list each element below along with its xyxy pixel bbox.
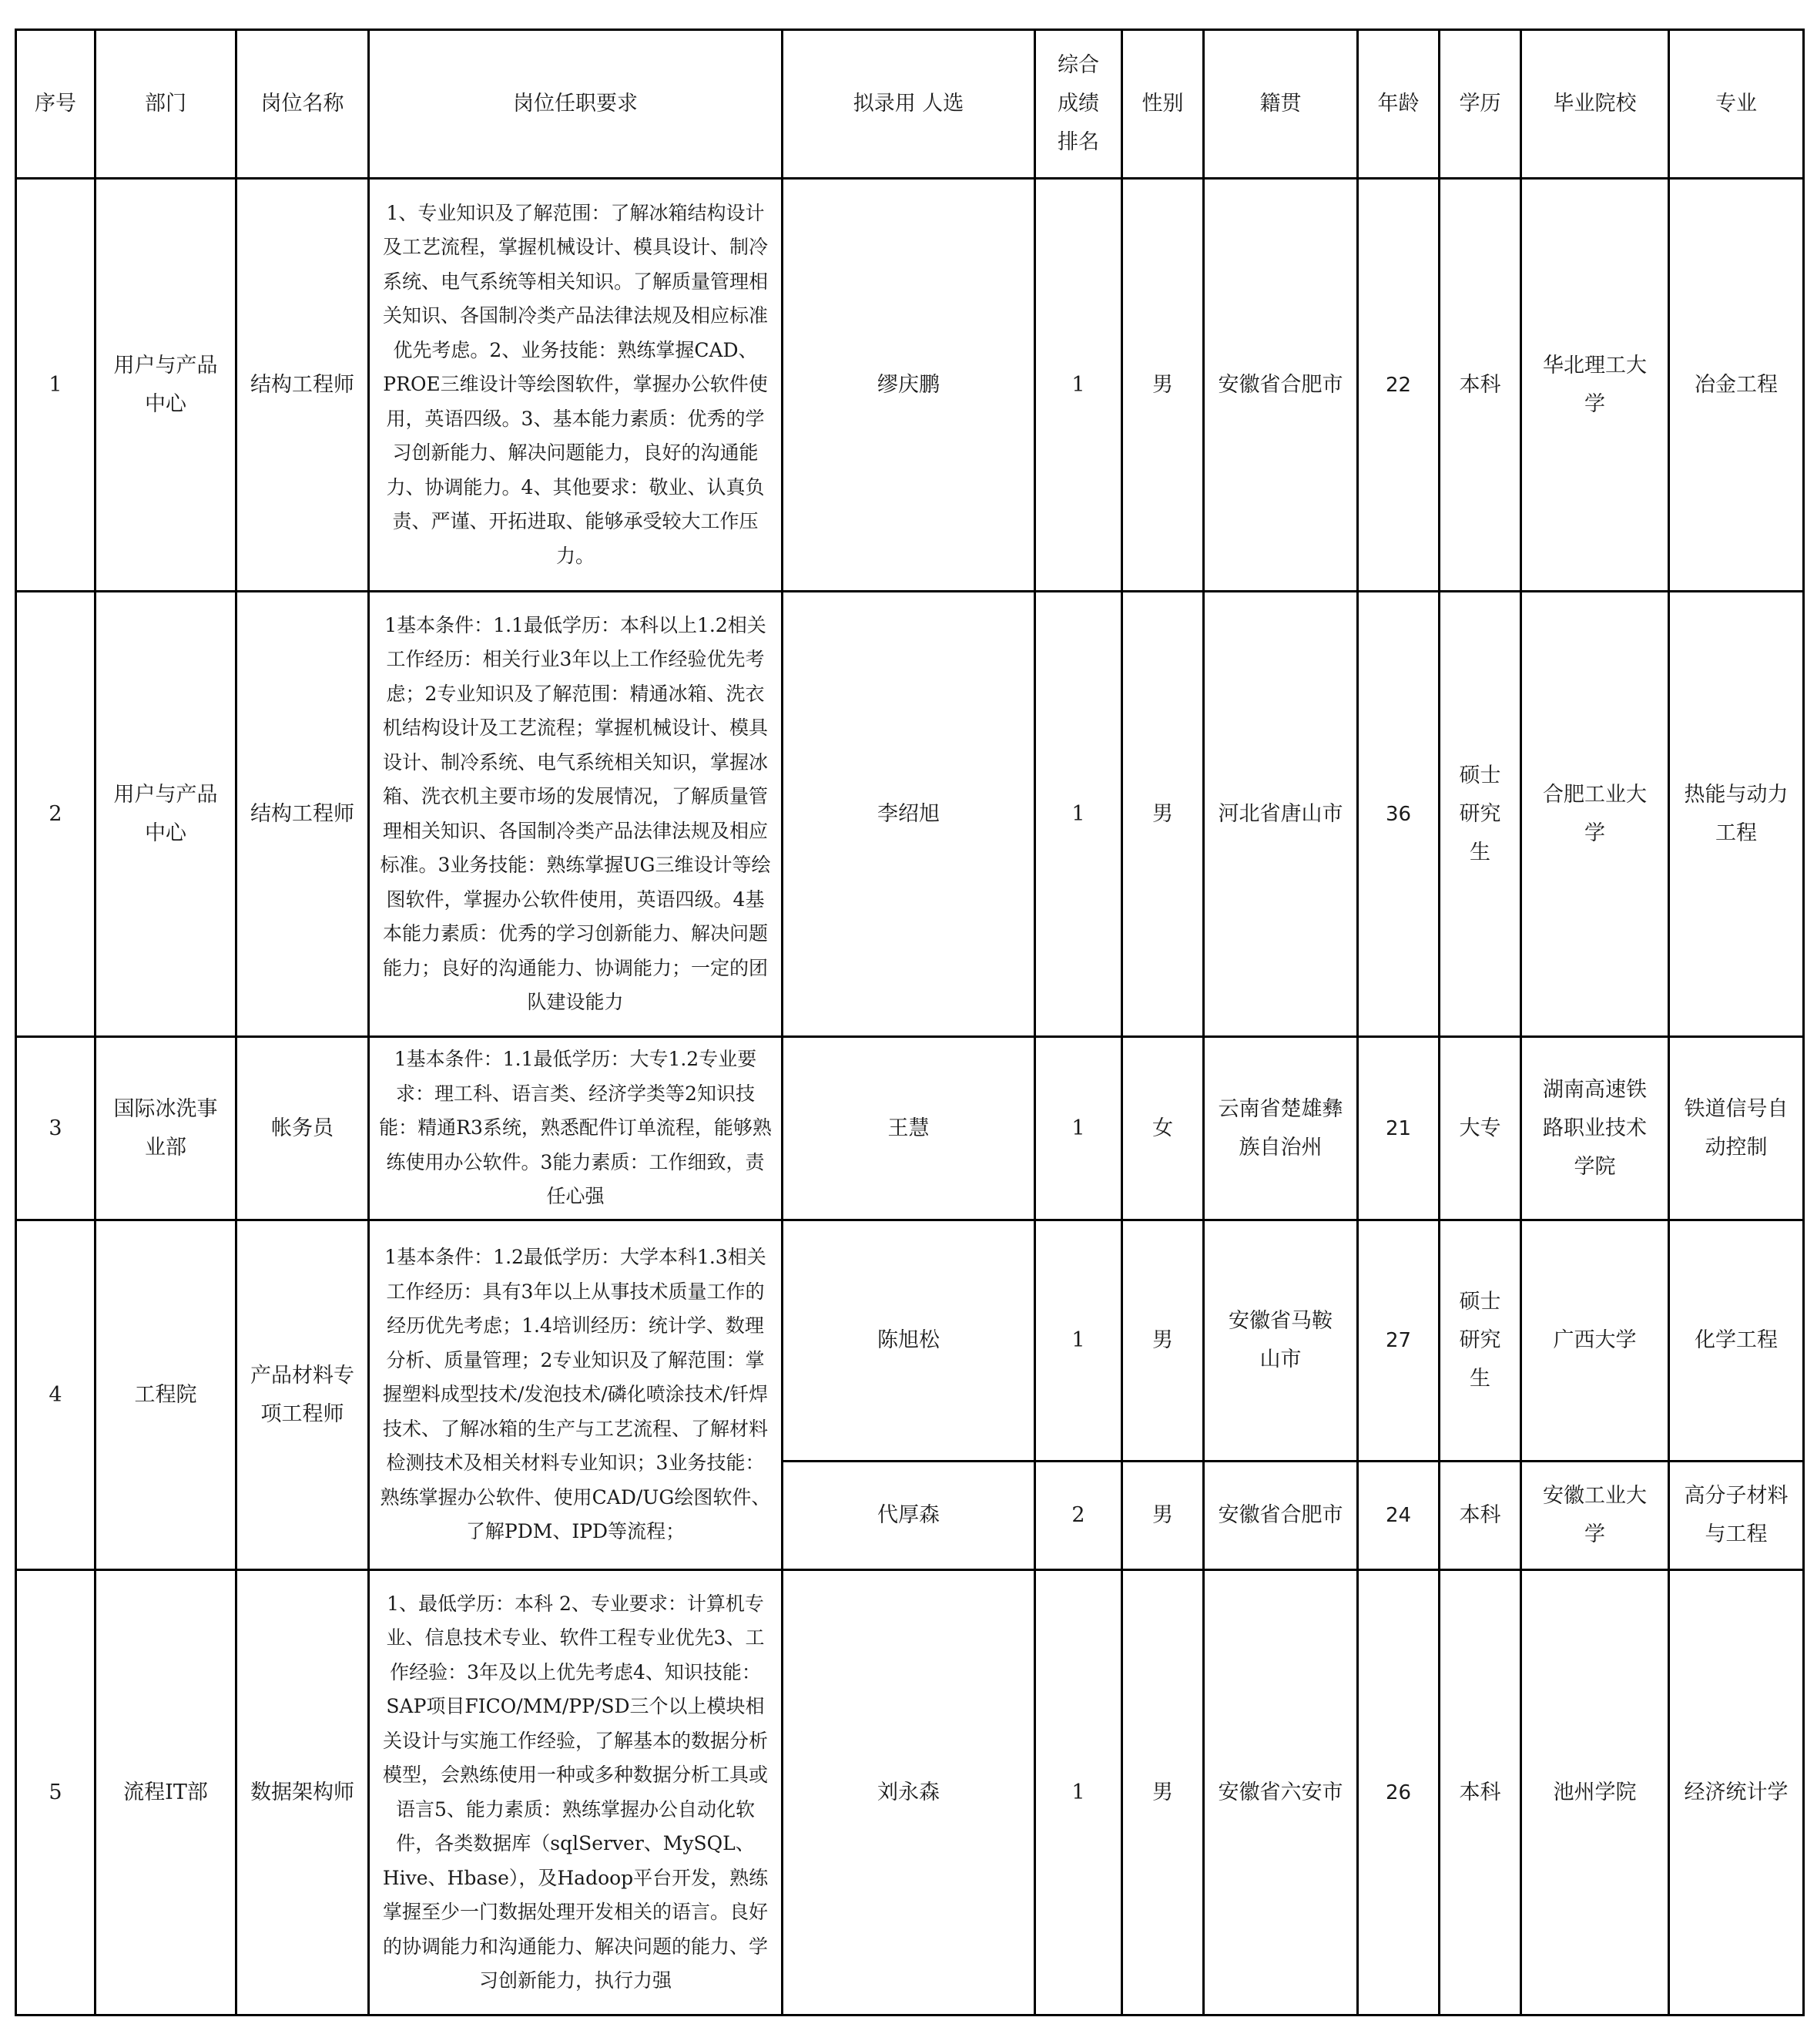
cell-hometown: 安徽省合肥市 xyxy=(1204,179,1358,592)
cell-school: 湖南高速铁路职业技术学院 xyxy=(1521,1037,1669,1220)
cell-education: 硕士研究生 xyxy=(1440,1220,1521,1462)
cell-rank: 2 xyxy=(1035,1462,1122,1570)
cell-department: 流程IT部 xyxy=(96,1570,236,2015)
cell-candidate-name: 缪庆鹏 xyxy=(783,179,1035,592)
cell-requirements: 1、最低学历：本科 2、专业要求：计算机专业、信息技术专业、软件工程专业优先3、工作经验：3年及以上优先考虑4、知识技能：SAP项目FICO/MM/PP/SD三个以上模块相关设计与实施工作经验，了解基本的数据分析模型，会熟练使用一种或多种数据分析工具或语言5、能力素质：熟练掌握办公自动化软件，各类数据库（sqlServer、MySQL、Hive、Hbase），及Hadoop平台开发，熟练掌握至少一门数据处理开发相关的语言。良好的协调能力和沟通能力、解决问题的能力、学习创新能力，执行力强 xyxy=(369,1570,783,2015)
cell-position: 结构工程师 xyxy=(236,592,369,1037)
cell-position: 产品材料专项工程师 xyxy=(236,1220,369,1570)
cell-major: 经济统计学 xyxy=(1669,1570,1804,2015)
header-rank: 综合成绩排名 xyxy=(1035,30,1122,179)
cell-hometown: 河北省唐山市 xyxy=(1204,592,1358,1037)
cell-education: 本科 xyxy=(1440,1570,1521,2015)
cell-position: 数据架构师 xyxy=(236,1570,369,2015)
cell-age: 36 xyxy=(1358,592,1440,1037)
table-row xyxy=(16,179,1804,592)
cell-education: 本科 xyxy=(1440,1462,1521,1570)
header-department: 部门 xyxy=(96,30,236,179)
cell-education: 本科 xyxy=(1440,179,1521,592)
cell-age: 27 xyxy=(1358,1220,1440,1462)
header-position: 岗位名称 xyxy=(236,30,369,179)
cell-major: 高分子材料与工程 xyxy=(1669,1462,1804,1570)
header-gender: 性别 xyxy=(1122,30,1204,179)
cell-age: 21 xyxy=(1358,1037,1440,1220)
cell-rank: 1 xyxy=(1035,179,1122,592)
cell-gender: 男 xyxy=(1122,179,1204,592)
cell-index: 1 xyxy=(16,179,96,592)
cell-candidate-name: 代厚森 xyxy=(783,1462,1035,1570)
cell-index: 3 xyxy=(16,1037,96,1220)
cell-school: 池州学院 xyxy=(1521,1570,1669,2015)
cell-major: 冶金工程 xyxy=(1669,179,1804,592)
header-school: 毕业院校 xyxy=(1521,30,1669,179)
cell-school: 合肥工业大学 xyxy=(1521,592,1669,1037)
cell-position: 帐务员 xyxy=(236,1037,369,1220)
cell-candidate-name: 王慧 xyxy=(783,1037,1035,1220)
cell-department: 用户与产品中心 xyxy=(96,179,236,592)
cell-index: 5 xyxy=(16,1570,96,2015)
cell-gender: 男 xyxy=(1122,592,1204,1037)
cell-requirements: 1基本条件：1.2最低学历：大学本科1.3相关工作经历：具有3年以上从事技术质量工作的经历优先考虑；1.4培训经历：统计学、数理分析、质量管理；2专业知识及了解范围：掌握塑料成型技术/发泡技术/磷化喷涂技术/钎焊技术、了解冰箱的生产与工艺流程、了解材料检测技术及相关材料专业知识；3业务技能：熟练掌握办公软件、使用CAD/UG绘图软件、了解PDM、IPD等流程； xyxy=(369,1220,783,1570)
cell-gender: 男 xyxy=(1122,1570,1204,2015)
header-age: 年龄 xyxy=(1358,30,1440,179)
table-row xyxy=(16,592,1804,1037)
cell-index: 4 xyxy=(16,1220,96,1570)
cell-hometown: 安徽省六安市 xyxy=(1204,1570,1358,2015)
cell-school: 华北理工大学 xyxy=(1521,179,1669,592)
cell-index: 2 xyxy=(16,592,96,1037)
cell-gender: 女 xyxy=(1122,1037,1204,1220)
cell-requirements: 1、专业知识及了解范围：了解冰箱结构设计及工艺流程，掌握机械设计、模具设计、制冷系统、电气系统等相关知识。了解质量管理相关知识、各国制冷类产品法律法规及相应标准优先考虑。2、业务技能：熟练掌握CAD、PROE三维设计等绘图软件，掌握办公软件使用，英语四级。3、基本能力素质：优秀的学习创新能力、解决问题能力，良好的沟通能力、协调能力。4、其他要求：敬业、认真负责、严谨、开拓进取、能够承受较大工作压力。 xyxy=(369,179,783,592)
cell-hometown: 安徽省合肥市 xyxy=(1204,1462,1358,1570)
header-index: 序号 xyxy=(16,30,96,179)
cell-department: 用户与产品中心 xyxy=(96,592,236,1037)
table-row xyxy=(16,1220,1804,1462)
cell-age: 24 xyxy=(1358,1462,1440,1570)
cell-major: 化学工程 xyxy=(1669,1220,1804,1462)
recruitment-table xyxy=(15,29,1805,2016)
cell-requirements: 1基本条件：1.1最低学历：本科以上1.2相关工作经历：相关行业3年以上工作经验优先考虑；2专业知识及了解范围：精通冰箱、洗衣机结构设计及工艺流程；掌握机械设计、模具设计、制冷系统、电气系统相关知识，掌握冰箱、洗衣机主要市场的发展情况，了解质量管理相关知识、各国制冷类产品法律法规及相应标准。3业务技能：熟练掌握UG三维设计等绘图软件，掌握办公软件使用，英语四级。4基本能力素质：优秀的学习创新能力、解决问题能力；良好的沟通能力、协调能力；一定的团队建设能力 xyxy=(369,592,783,1037)
cell-candidate-name: 陈旭松 xyxy=(783,1220,1035,1462)
cell-age: 26 xyxy=(1358,1570,1440,2015)
header-hometown: 籍贯 xyxy=(1204,30,1358,179)
cell-department: 工程院 xyxy=(96,1220,236,1570)
cell-education: 硕士研究生 xyxy=(1440,592,1521,1037)
header-education: 学历 xyxy=(1440,30,1521,179)
table-row xyxy=(16,1570,1804,2015)
cell-school: 安徽工业大学 xyxy=(1521,1462,1669,1570)
cell-hometown: 云南省楚雄彝族自治州 xyxy=(1204,1037,1358,1220)
cell-candidate-name: 刘永森 xyxy=(783,1570,1035,2015)
cell-gender: 男 xyxy=(1122,1220,1204,1462)
cell-hometown: 安徽省马鞍山市 xyxy=(1204,1220,1358,1462)
cell-department: 国际冰洗事业部 xyxy=(96,1037,236,1220)
cell-rank: 1 xyxy=(1035,592,1122,1037)
cell-education: 大专 xyxy=(1440,1037,1521,1220)
cell-requirements: 1基本条件：1.1最低学历：大专1.2专业要求：理工科、语言类、经济学类等2知识技能：精通R3系统，熟悉配件订单流程，能够熟练使用办公软件。3能力素质：工作细致，责任心强 xyxy=(369,1037,783,1220)
cell-major: 铁道信号自动控制 xyxy=(1669,1037,1804,1220)
table-row xyxy=(16,1037,1804,1220)
header-requirements: 岗位任职要求 xyxy=(369,30,783,179)
header-row xyxy=(16,30,1804,179)
cell-school: 广西大学 xyxy=(1521,1220,1669,1462)
cell-rank: 1 xyxy=(1035,1037,1122,1220)
cell-position: 结构工程师 xyxy=(236,179,369,592)
header-candidate: 拟录用 人选 xyxy=(783,30,1035,179)
cell-rank: 1 xyxy=(1035,1220,1122,1462)
cell-candidate-name: 李绍旭 xyxy=(783,592,1035,1037)
cell-major: 热能与动力工程 xyxy=(1669,592,1804,1037)
header-major: 专业 xyxy=(1669,30,1804,179)
cell-age: 22 xyxy=(1358,179,1440,592)
cell-rank: 1 xyxy=(1035,1570,1122,2015)
cell-gender: 男 xyxy=(1122,1462,1204,1570)
